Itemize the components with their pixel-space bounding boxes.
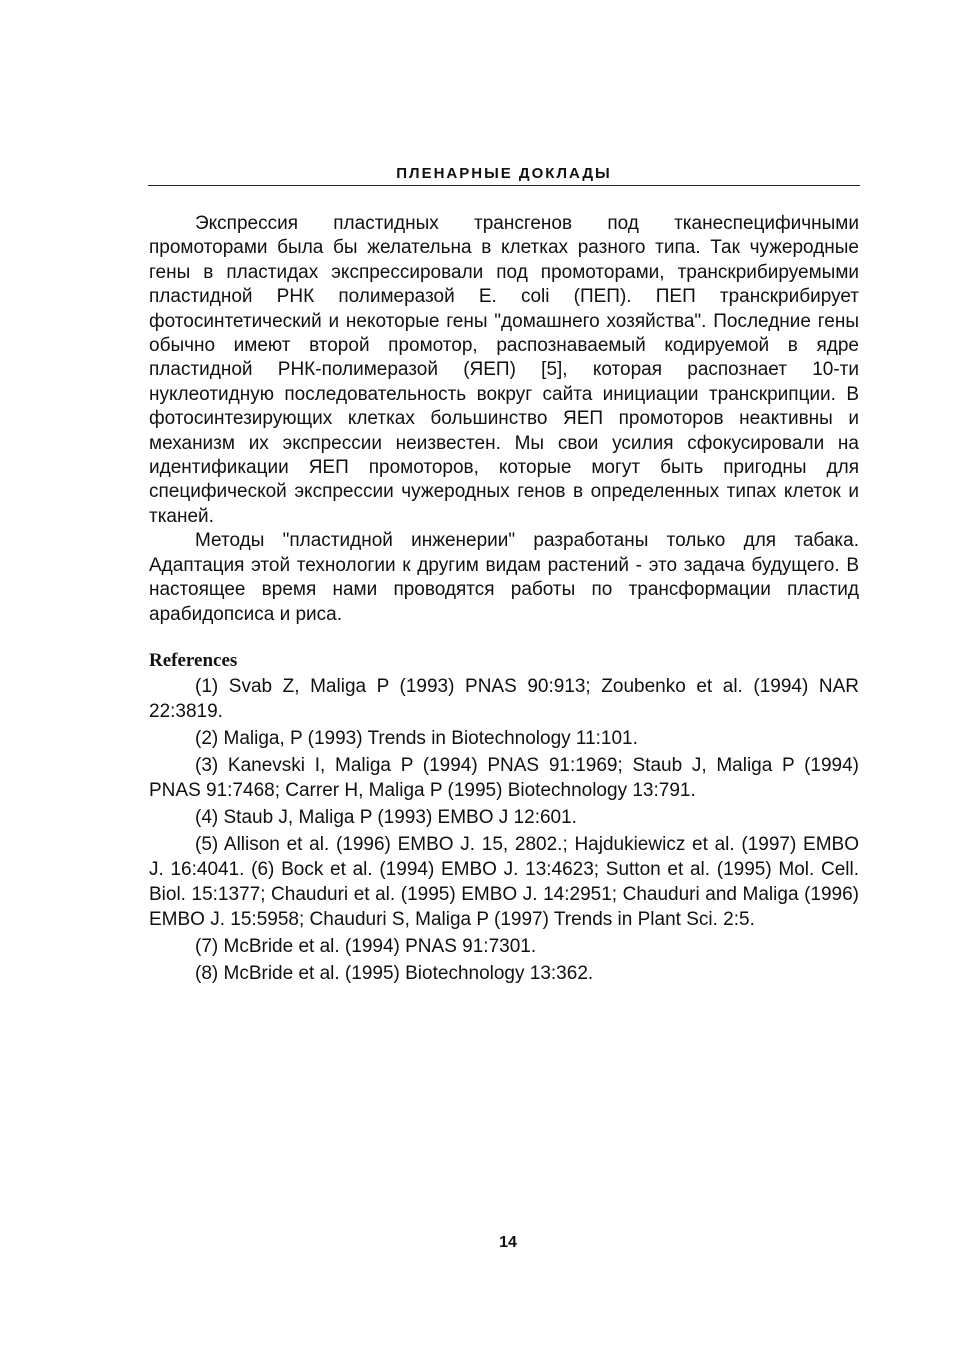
reference-item: (2) Maliga, P (1993) Trends in Biotechnology 11:101. bbox=[195, 728, 638, 749]
header-divider bbox=[148, 185, 860, 186]
reference-item: (3) Kanevski I, Maliga P (1994) PNAS 91:1969; Staub J, Maliga P (1994) PNAS 91:7468; Carrer H, Maliga P (1995) Biotechnology 13:791. bbox=[149, 755, 859, 801]
reference-item: (1) Svab Z, Maliga P (1993) PNAS 90:913; Zoubenko et al. (1994) NAR 22:3819. bbox=[149, 676, 859, 722]
reference-item: (5) Allison et al. (1996) EMBO J. 15, 2802.; Hajdukiewicz et al. (1997) EMBO J. 16:4041. (6) Bock et al. (1994) EMBO J. 13:4623; Sutton et al. (1995) Mol. Cell. Biol. 15:1377; Chauduri et al. (1995) EMBO J. 14:2951; Chauduri and Maliga (1996) EMBO J. 15:5958; Chauduri S, Maliga P (1997) Trends in Plant Sci. 2:5. bbox=[149, 834, 859, 930]
body-paragraph: Методы "пластидной инженерии" разработаны только для табака. Адаптация этой технологии к другим видам растений - это задача будущего. В настоящее время нами проводятся работы по трансформации пластид арабидопсиса и риса. bbox=[149, 530, 859, 625]
reference-item: (7) McBride et al. (1994) PNAS 91:7301. bbox=[195, 936, 537, 957]
references-list bbox=[149, 674, 859, 988]
running-header: ПЛЕНАРНЫЕ ДОКЛАДЫ bbox=[396, 165, 612, 182]
main-text bbox=[149, 212, 859, 627]
reference-item: (8) McBride et al. (1995) Biotechnology 13:362. bbox=[195, 963, 594, 984]
page-number: 14 bbox=[499, 1234, 517, 1251]
body-paragraph: Экспрессия пластидных трансгенов под тканеспецифичными промоторами была бы желательна в клетках разного типа. Так чужеродные гены в пластидах экспрессировали под промоторами, транскрибируемыми пластидной РНК полимеразой E. coli (ПЕП). ПЕП транскрибирует фотосинтетический и некоторые гены "домашнего хозяйства". Последние гены обычно имеют второй промотор, распознаваемый кодируемой в ядре пластидной РНК-полимеразой (ЯЕП) [5], которая распознает 10-ти нуклеотидную последовательность вокруг сайта инициации транскрипции. В фотосинтезирующих клетках большинство ЯЕП промоторов неактивны и механизм их экспрессии неизвестен. Мы свои усилия сфокусировали на идентификации ЯЕП промоторов, которые могут быть пригодны для специфической экспрессии чужеродных генов в определенных типах клеток и тканей. bbox=[149, 213, 859, 527]
reference-item: (4) Staub J, Maliga P (1993) EMBO J 12:601. bbox=[195, 807, 577, 828]
references-heading: References bbox=[149, 650, 238, 671]
